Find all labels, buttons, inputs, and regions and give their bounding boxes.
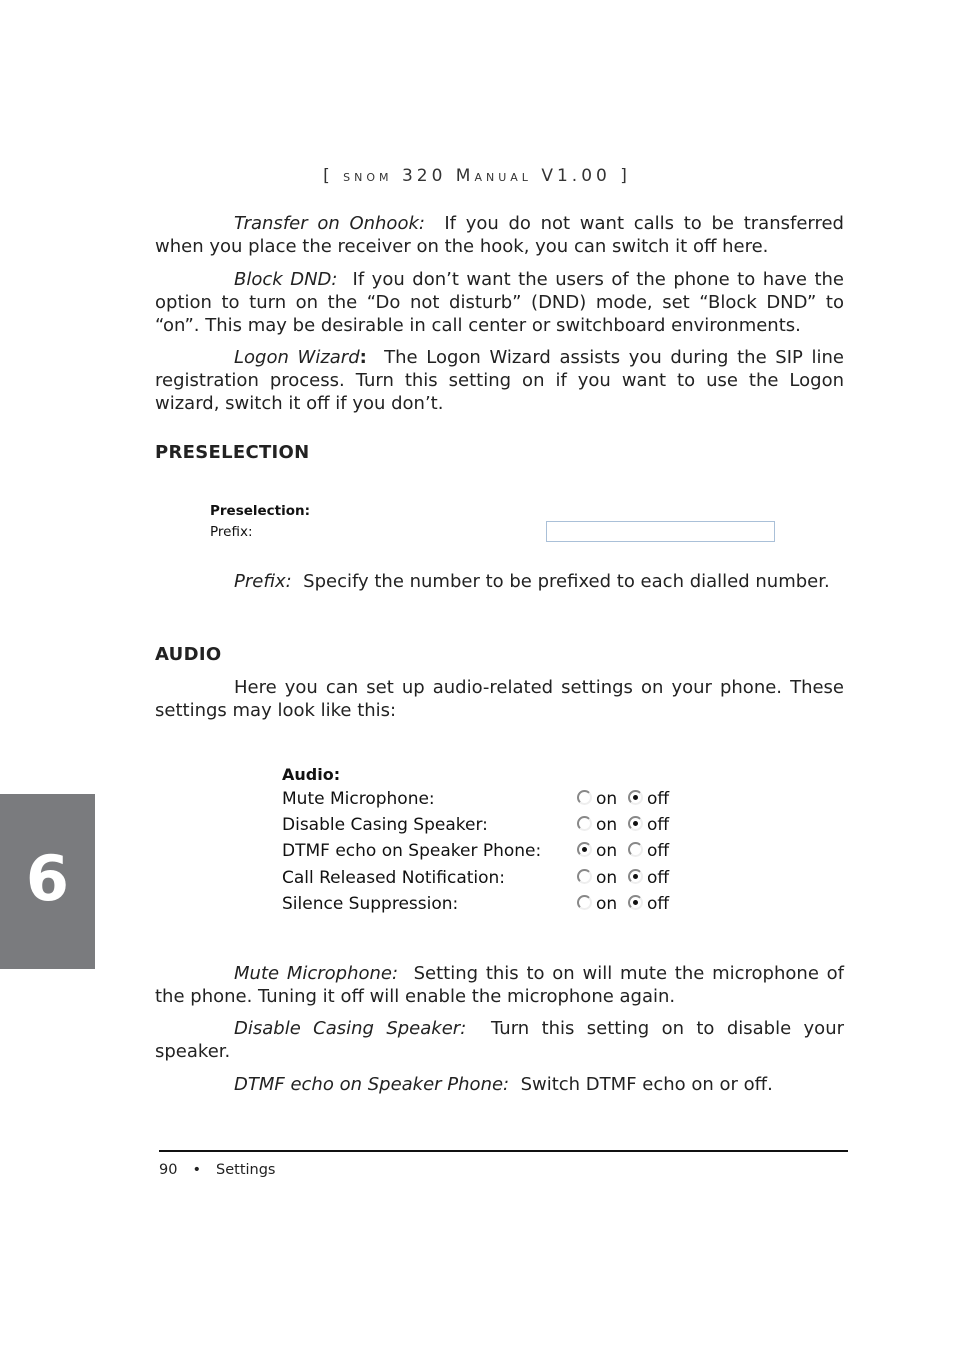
footer-rule xyxy=(159,1150,848,1152)
audio-option-label: on xyxy=(596,893,618,914)
radio-off-icon[interactable] xyxy=(628,869,643,884)
paragraph-dtmf-echo xyxy=(155,1074,844,1097)
text-transfer-on-onhook: If you do not want calls to be transferred when you place the receiver on the hook, you can switch it off here. xyxy=(155,213,844,257)
paragraph-prefix xyxy=(155,571,844,594)
text-prefix: Specify the number to be prefixed to each dialled number. xyxy=(303,571,830,592)
paragraph-block-dnd xyxy=(155,269,844,337)
audio-option-label: off xyxy=(647,893,670,914)
paragraph-disable-casing-speaker xyxy=(155,1018,844,1064)
text-block-dnd: If you don’t want the users of the phone to have the option to turn on the “Do not disturb” (DND) mode, set “Block DND” to “on”. This may be desirable in call center or switchboard environments. xyxy=(155,269,844,336)
header-manual-rest: ANUAL xyxy=(474,171,532,184)
paragraph-mute-microphone xyxy=(155,963,844,1009)
chapter-number: 6 xyxy=(25,842,70,915)
radio-on-icon[interactable] xyxy=(577,842,592,857)
audio-option-on[interactable] xyxy=(577,841,617,861)
text-audio-intro: Here you can set up audio-related settings on your phone. These settings may look like this: xyxy=(155,677,844,721)
audio-option-label: on xyxy=(596,789,618,809)
audio-option-off[interactable] xyxy=(628,841,669,861)
header-brand: SNOM xyxy=(343,171,393,184)
audio-option-off[interactable] xyxy=(628,789,669,809)
radio-on-icon[interactable] xyxy=(577,869,592,884)
audio-option-on[interactable] xyxy=(577,868,617,888)
term-transfer-on-onhook: Transfer on Onhook: xyxy=(234,213,425,234)
heading-preselection: PRESELECTION xyxy=(155,442,310,463)
audio-setting-label: Disable Casing Speaker: xyxy=(282,815,488,836)
term-dtmf-echo: DTMF echo on Speaker Phone: xyxy=(234,1074,510,1095)
audio-option-label: off xyxy=(647,867,670,888)
term-logon-wizard: Logon Wizard xyxy=(234,347,360,368)
heading-audio: AUDIO xyxy=(155,644,222,665)
header-model: 320 xyxy=(401,166,447,186)
audio-setting-label: Silence Suppression: xyxy=(282,893,459,914)
radio-on-icon[interactable] xyxy=(577,790,592,805)
paragraph-transfer-on-onhook xyxy=(155,213,844,259)
footer-section: Settings xyxy=(216,1162,276,1178)
audio-option-label: off xyxy=(647,841,670,862)
radio-off-icon[interactable] xyxy=(628,790,643,805)
paragraph-logon-wizard xyxy=(155,347,844,415)
text-dtmf-echo: Switch DTMF echo on or off. xyxy=(520,1074,773,1095)
audio-option-label: on xyxy=(596,841,618,862)
radio-on-icon[interactable] xyxy=(577,895,592,910)
audio-option-off[interactable] xyxy=(628,894,669,914)
term-prefix: Prefix: xyxy=(234,571,292,592)
audio-option-label: on xyxy=(596,867,618,888)
radio-off-icon[interactable] xyxy=(628,842,643,857)
audio-option-off[interactable] xyxy=(628,868,669,888)
header-version: V1.00 xyxy=(541,166,611,186)
audio-setting-label: Call Released Notification: xyxy=(282,867,506,888)
audio-setting-label: Mute Microphone: xyxy=(282,789,435,809)
prefix-label: Prefix: xyxy=(210,524,253,540)
audio-option-label: off xyxy=(647,815,670,836)
header-bracket-close: ] xyxy=(620,166,631,186)
footer-bullet: • xyxy=(192,1162,202,1178)
term-disable-casing-speaker: Disable Casing Speaker: xyxy=(234,1018,467,1039)
term-block-dnd: Block DND: xyxy=(234,269,338,290)
paragraph-audio-intro xyxy=(155,677,844,723)
running-header xyxy=(0,166,954,186)
radio-on-icon[interactable] xyxy=(577,816,592,831)
audio-setting-label: DTMF echo on Speaker Phone: xyxy=(282,841,542,862)
preselection-form-title: Preselection: xyxy=(210,503,311,519)
page-number: 90 xyxy=(159,1162,178,1178)
prefix-input[interactable] xyxy=(546,521,775,542)
audio-option-on[interactable] xyxy=(577,894,617,914)
term-mute-microphone: Mute Microphone: xyxy=(234,963,399,984)
radio-off-icon[interactable] xyxy=(628,816,643,831)
audio-option-off[interactable] xyxy=(628,815,669,835)
text-mute-microphone: Setting this to on will mute the microphone of the phone. Tuning it off will enable the microphone again. xyxy=(155,963,845,1007)
audio-form-title: Audio: xyxy=(282,765,341,784)
audio-option-on[interactable] xyxy=(577,789,617,809)
radio-off-icon[interactable] xyxy=(628,895,643,910)
text-logon-wizard: The Logon Wizard assists you during the SIP line registration process. Turn this setting on if you want to use the Logon wizard, switch it off if you don’t. xyxy=(155,347,845,414)
text-disable-casing-speaker: Turn this setting on to disable your speaker. xyxy=(155,1018,844,1062)
audio-option-label: on xyxy=(596,815,618,836)
header-bracket-open: [ xyxy=(323,166,334,186)
term-logon-wizard-colon: : xyxy=(359,347,367,368)
page-footer xyxy=(159,1162,276,1178)
header-manual-initial: M xyxy=(455,166,475,186)
audio-option-on[interactable] xyxy=(577,815,617,835)
audio-option-label: off xyxy=(647,789,670,809)
